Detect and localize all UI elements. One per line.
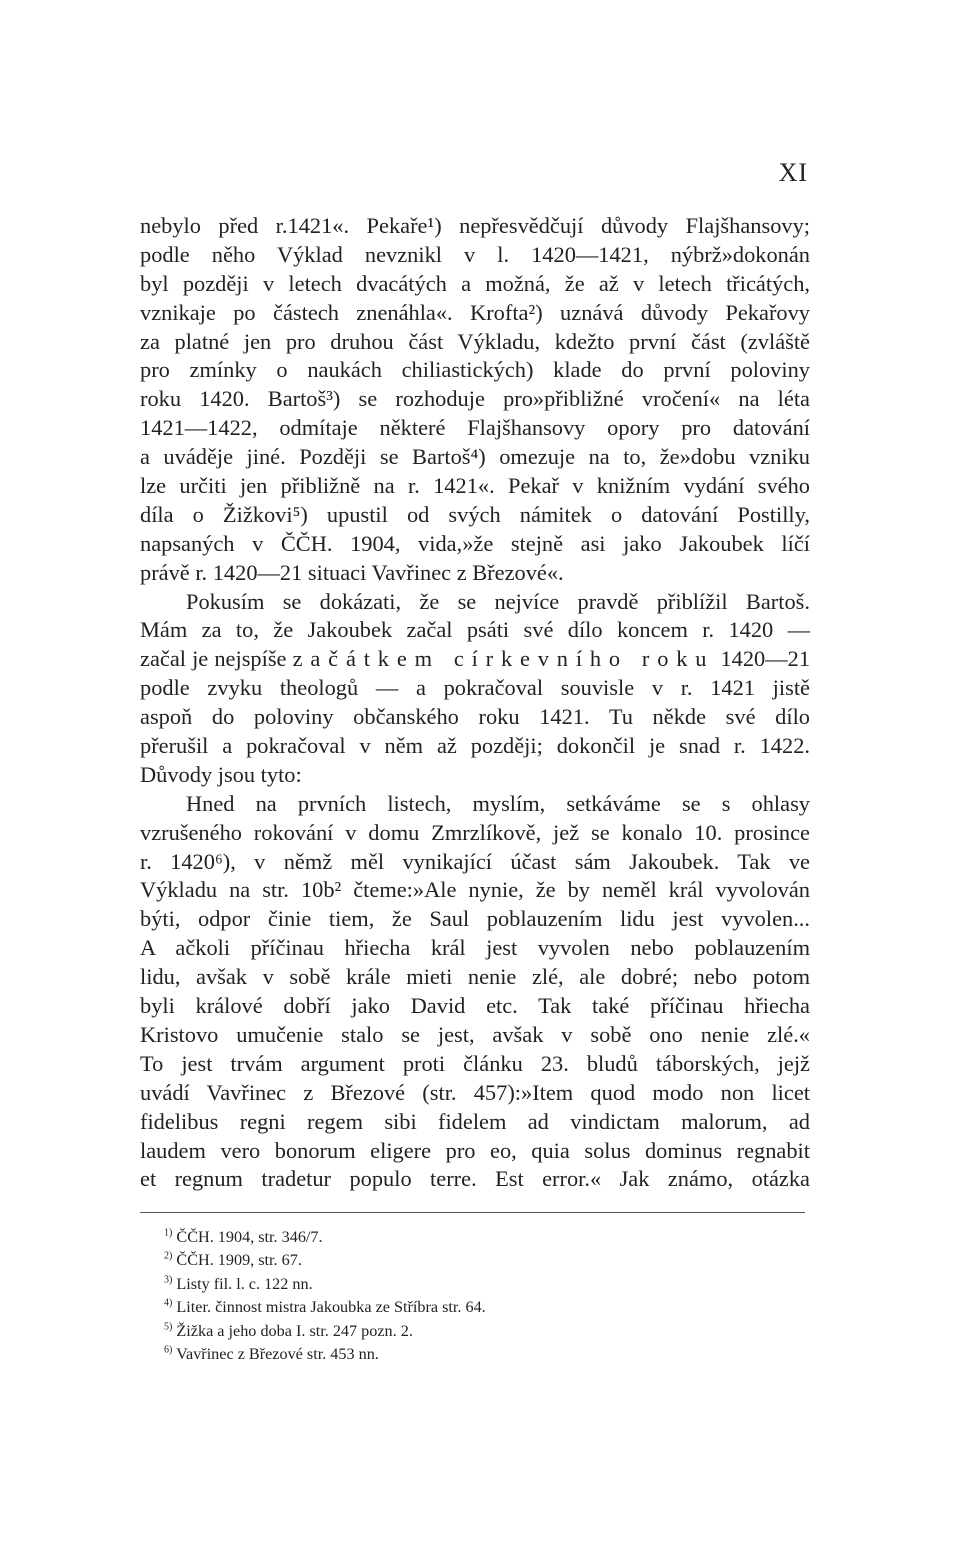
footnote — [164, 1273, 784, 1296]
text-line: vznikaje po částech znenáhla«. Krofta²) uznává důvody Pekařovy — [140, 299, 810, 325]
text-line: a uváděje jiné. Později se Bartoš⁴) omezuje na to, že»dobu vzniku — [140, 444, 810, 470]
footnote-text: ČČH. 1909, str. 67. — [176, 1251, 302, 1270]
footnote-text: Vavřinec z Březové str. 453 nn. — [176, 1344, 379, 1363]
footnote — [164, 1296, 784, 1319]
text-line: byli králové dobří jako David etc. Tak také příčinau hřiecha — [140, 993, 810, 1019]
text-line: A ačkoli příčinau hřiecha král jest vyvolen nebo poblauzením — [140, 935, 810, 961]
text-line: byl později v letech dvacátých a možná, že až v letech třicátých, — [140, 270, 810, 296]
text-line: býti, odpor činie tiem, že Saul poblauzením lidu jest vyvolen... — [140, 906, 810, 932]
footnotes — [164, 1226, 784, 1366]
footnote — [164, 1249, 784, 1272]
text-line: za platné jen pro druhou část Výkladu, kdežto první část (zvláště — [140, 328, 810, 354]
footnote-mark: 1) — [164, 1227, 173, 1239]
text-line: roku 1420. Bartoš³) se rozhoduje pro»přibližné vročení« na léta — [140, 386, 810, 412]
text-line: 1421—1422, odmítaje některé Flajšhansovy opory pro datování — [140, 415, 810, 441]
footnote — [164, 1320, 784, 1343]
text-line: laudem vero bonorum eligere pro eo, quia solus dominus regnabit — [140, 1137, 810, 1163]
footnote-text: Liter. činnost mistra Jakoubka ze Stříbra str. 64. — [176, 1298, 486, 1317]
page-number: XI — [778, 158, 808, 187]
text-line: nebylo před r.1421«. Pekaře¹) nepřesvědčují důvody Flajšhansovy; — [140, 213, 810, 238]
text-line: podle něho Výklad nevznikl v l. 1420—1421, nýbrž»dokonán — [140, 241, 810, 267]
text-line: právě r. 1420—21 situaci Vavřinec z Březové«. — [140, 559, 564, 585]
text-line: napsaných v ČČH. 1904, vida,»že stejně asi jako Jakoubek líčí — [140, 530, 810, 556]
text-line: vzrušeného rokování v domu Zmrzlíkově, jež se konalo 10. prosince — [140, 819, 810, 845]
text-line: Důvody jsou tyto: — [140, 761, 302, 787]
footnote-mark: 3) — [164, 1274, 173, 1286]
footnote-text: Listy fil. l. c. 122 nn. — [176, 1274, 313, 1293]
text-line: uvádí Vavřinec z Březové (str. 457):»Item quod modo non licet — [140, 1079, 810, 1105]
text-line: aspoň do polovіny občanského roku 1421. Tu někde své dílo — [140, 704, 810, 730]
text-line: et regnum tradetur populo terre. Est error.« Jak známo, otázka — [140, 1166, 810, 1192]
footnote-text: Žižka a jeho doba I. str. 247 pozn. 2. — [176, 1321, 413, 1340]
text-line: To jest trvám argument proti článku 23. bludů táborských, jejž — [140, 1050, 810, 1076]
text-line: lidu, avšak v sobě krále mieti nenie zlé, ale dobré; nebo potom — [140, 964, 810, 990]
footnote-mark: 4) — [164, 1297, 173, 1309]
text-line: přerušil a pokračoval v něm až později; dokončil je snad r. 1422. — [140, 733, 810, 759]
text-line: Kristovo umučenie stalo se jest, avšak v sobě ono nenie zlé.« — [140, 1021, 810, 1047]
text-line: Výkladu na str. 10b² čteme:»Ale nynie, že by neměl král vyvolován — [140, 877, 810, 903]
text-line: fidelibus regni regem sibi fidelem ad vindictam malorum, ad — [140, 1108, 810, 1134]
footnote-text: ČČH. 1904, str. 346/7. — [176, 1228, 323, 1246]
paragraph-start-line: Hned na prvních listech, myslím, setkáváme se s ohlasy — [186, 790, 810, 816]
paragraph-start-line: Pokusím se dokázati, že se nejvíce pravdě přiblížil Bartoš. — [186, 588, 810, 614]
text-fragment: 1420—21 — [720, 646, 811, 672]
footnote-mark: 6) — [164, 1344, 173, 1356]
footnote-mark: 5) — [164, 1321, 173, 1333]
footnote — [164, 1343, 784, 1366]
text-line: Mám za to, že Jakoubek začal psáti své dílo koncem r. 1420 — — [140, 617, 810, 643]
emphasized-text: začátkem církevního roku — [292, 646, 715, 672]
footnote — [164, 1226, 784, 1249]
text-line: pro zmínky o naukách chiliastických) klade do první poloviny — [140, 357, 810, 383]
text-line-with-emphasis — [140, 645, 810, 674]
text-fragment: začal je nejspíše — [140, 646, 287, 672]
text-line: díla o Žižkovi⁵) upustil od svých námitek o datování Postilly, — [140, 501, 810, 527]
body-text — [140, 212, 810, 1194]
text-line: lze určiti jen přibližně na r. 1421«. Pekař v knižním vydání svého — [140, 473, 810, 499]
text-line: r. 1420⁶), v němž měl vynikající účast sám Jakoubek. Tak ve — [140, 848, 810, 874]
footnote-divider — [140, 1212, 805, 1213]
footnote-mark: 2) — [164, 1251, 173, 1262]
text-line: podle zvyku theologů — a pokračoval souvisle v r. 1421 jistě — [140, 675, 810, 701]
